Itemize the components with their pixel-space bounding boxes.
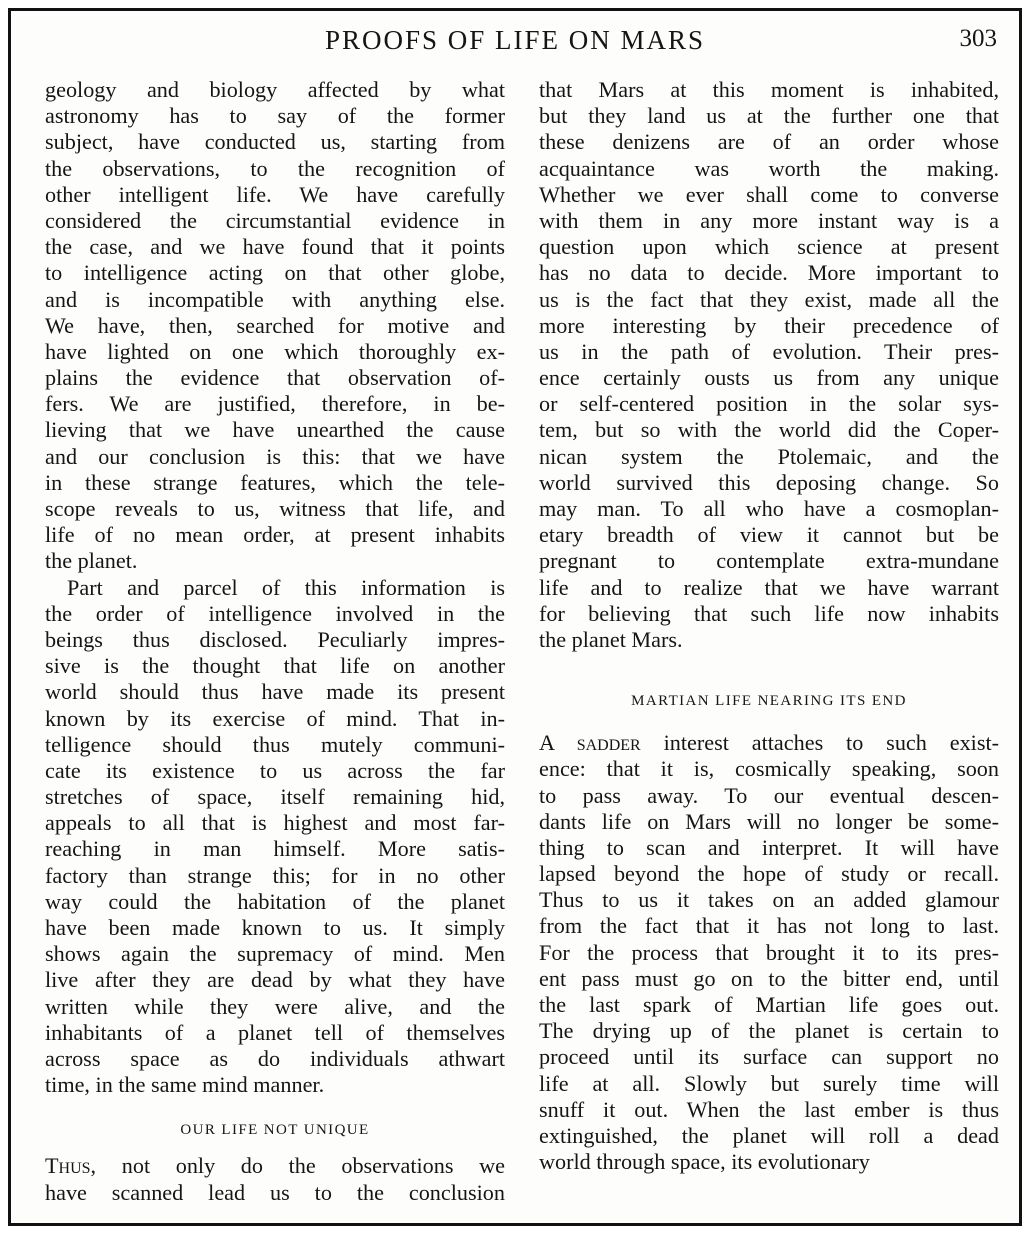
page-number: 303	[959, 25, 997, 52]
book-page	[8, 8, 1022, 1226]
text-line: the planet.	[45, 548, 138, 574]
paragraph	[539, 730, 999, 1175]
text-line: appeals to all that is highest and most far-	[45, 810, 505, 836]
paragraph	[45, 575, 505, 1099]
text-line: For the process that brought it to its pres-	[539, 939, 999, 965]
text-line: lieving that we have unearthed the cause	[45, 417, 505, 443]
text-line: world through space, its evolutionary	[539, 1149, 870, 1175]
text-line: fers. We are justified, therefore, in be-	[45, 391, 505, 417]
text-line: to intelligence acting on that other globe,	[45, 260, 505, 286]
lead-in-letter: A	[539, 730, 554, 756]
text-line: live after they are dead by what they have	[45, 967, 505, 993]
text-line: ence certainly ousts us from any unique	[539, 365, 999, 391]
text-line: Part and parcel of this information is	[67, 574, 505, 600]
text-line: factory than strange this; for in no other	[45, 862, 505, 888]
text-line: inhabitants of a planet tell of themselves	[45, 1019, 505, 1045]
text-line: thing to scan and interpret. It will have	[539, 834, 999, 860]
text-line: reaching in man himself. More satis-	[45, 836, 505, 862]
text-line: the observations, to the recognition of	[45, 155, 505, 181]
text-line: The drying up of the planet is certain to	[539, 1018, 999, 1044]
text-line: plains the evidence that observation of-	[45, 365, 505, 391]
text-line: ent pass must go on to the bitter end, until	[539, 965, 999, 991]
text-line: Thus to us it takes on an added glamour	[539, 887, 999, 913]
text-line: life of no mean order, at present inhabits	[45, 522, 505, 548]
text-line: in these strange features, which the tele-	[45, 469, 505, 495]
text-line: may man. To all who have a cosmoplan-	[539, 496, 999, 521]
text-line: the planet Mars.	[539, 626, 683, 652]
text-line: beings thus disclosed. Peculiarly impres-	[45, 626, 505, 652]
text-line: to pass away. To our eventual descen-	[539, 782, 999, 808]
text-line: for believing that such life now inhabits	[539, 600, 999, 626]
text-line: the last spark of Martian life goes out.	[539, 992, 999, 1017]
paragraph	[539, 77, 999, 653]
lead-in-word: Thus,	[45, 1153, 97, 1179]
text-line: sive is the thought that life on another	[45, 653, 505, 679]
text-line: lapsed beyond the hope of study or recall.	[539, 861, 999, 887]
text-line: us is the fact that they exist, made all the	[539, 286, 999, 312]
text-line: snuff it out. When the last ember is thus	[539, 1096, 999, 1122]
text-line: that Mars at this moment is inhabited,	[539, 77, 999, 102]
text-line: life and to realize that we have warrant	[539, 574, 999, 600]
text-line: telligence should thus mutely communi-	[45, 731, 505, 757]
text-line: more interesting by their precedence of	[539, 312, 999, 338]
text-line: life at all. Slowly but surely time will	[539, 1070, 999, 1096]
text-line: acquaintance was worth the making.	[539, 155, 999, 181]
text-line: from the fact that it has not long to last.	[539, 913, 999, 939]
left-column	[45, 77, 505, 1206]
text-line: world survived this deposing change. So	[539, 469, 999, 495]
text-line: astronomy has to say of the former	[45, 103, 505, 129]
text-line: the order of intelligence involved in the	[45, 600, 505, 626]
text-line: considered the circumstantial evidence in	[45, 207, 505, 233]
text-line: We have, then, searched for motive and	[45, 312, 505, 338]
text-line: cate its existence to us across the far	[45, 757, 505, 783]
text-line: or self-centered position in the solar sys-	[539, 391, 999, 417]
text-line: geology and biology affected by what	[45, 77, 505, 102]
text-line: have been made known to us. It simply	[45, 915, 505, 940]
section-heading: OUR LIFE NOT UNIQUE	[180, 1122, 370, 1139]
right-column	[539, 77, 999, 1175]
text-line: etary breadth of view it cannot but be	[539, 522, 999, 548]
text-line: extinguished, the planet will roll a dead	[539, 1122, 999, 1148]
text-line: proceed until its surface can support no	[539, 1044, 999, 1070]
page-title: PROOFS OF LIFE ON MARS	[324, 25, 706, 55]
section-heading: MARTIAN LIFE NEARING ITS END	[631, 693, 907, 710]
text-line: shows again the supremacy of mind. Men	[45, 941, 505, 967]
paragraph	[45, 1153, 505, 1205]
paragraph	[45, 77, 505, 575]
text-line: written while they were alive, and the	[45, 993, 505, 1019]
text-line: and our conclusion is this: that we have	[45, 443, 505, 469]
text-line: nican system the Ptolemaic, and the	[539, 443, 999, 469]
text-line: subject, have conducted us, starting from	[45, 129, 505, 155]
text-line: other intelligent life. We have carefully	[45, 181, 505, 207]
text-line: stretches of space, itself remaining hid,	[45, 784, 505, 810]
text-line: but they land us at the further one that	[539, 103, 999, 129]
text-line: time, in the same mind manner.	[45, 1072, 325, 1098]
text-line: and is incompatible with anything else.	[45, 286, 505, 312]
text-line: known by its exercise of mind. That in-	[45, 705, 505, 731]
running-head	[11, 25, 1019, 65]
text-line: us in the path of evolution. Their pres-	[539, 338, 999, 364]
text-line: ence: that it is, cosmically speaking, soon	[539, 756, 999, 782]
text-line: across space as do individuals athwart	[45, 1045, 505, 1071]
text-line: have lighted on one which thoroughly ex-	[45, 338, 505, 364]
text-line: the case, and we have found that it points	[45, 234, 505, 260]
text-line: dants life on Mars will no longer be some-	[539, 808, 999, 834]
text-line	[539, 730, 999, 756]
text-line: these denizens are of an order whose	[539, 129, 999, 155]
text-line: scope reveals to us, witness that life, and	[45, 496, 505, 521]
text-line: Whether we ever shall come to converse	[539, 181, 999, 207]
lead-in-word: sadder	[576, 730, 641, 756]
text-line: tem, but so with the world did the Coper-	[539, 417, 999, 443]
text-line: have scanned lead us to the conclusion	[45, 1179, 505, 1205]
text-line: world should thus have made its present	[45, 679, 505, 705]
text-line: has no data to decide. More important to	[539, 260, 999, 286]
text-fragment: not only do the observations we	[121, 1153, 505, 1179]
text-line: way could the habitation of the planet	[45, 888, 505, 914]
text-line: with them in any more instant way is a	[539, 207, 999, 233]
text-fragment: interest attaches to such exist-	[663, 730, 999, 756]
text-line	[45, 1153, 505, 1179]
text-line: pregnant to contemplate extra-mundane	[539, 548, 999, 574]
text-line: question upon which science at present	[539, 234, 999, 260]
